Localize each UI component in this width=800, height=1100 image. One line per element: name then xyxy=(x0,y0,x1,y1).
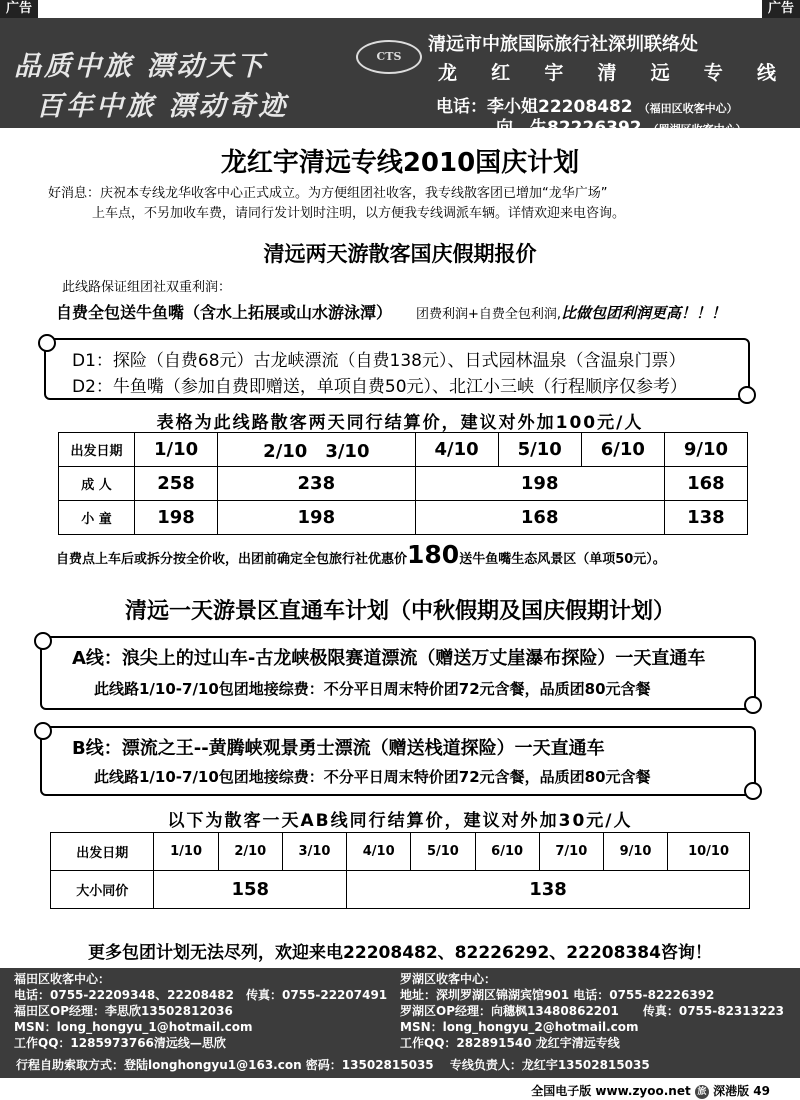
table-row xyxy=(59,501,748,535)
line-name-char: 红 xyxy=(491,62,511,84)
line-name-char: 线 xyxy=(756,62,776,84)
price-cell: 238 xyxy=(218,467,415,501)
footer-line: 工作QQ：1285973766清远线—思欣 xyxy=(14,1036,226,1050)
date-label-cell: 出发日期 xyxy=(59,433,135,467)
line-name xyxy=(438,58,776,85)
two-day-table-caption: 表格为此线路散客两天同行结算价，建议对外加100元/人 xyxy=(156,413,644,433)
table-row xyxy=(51,871,750,909)
route-b-title: B线：漂流之王--黄腾峡观景勇士漂流（赠送栈道探险）一天直通车 xyxy=(72,738,605,759)
news-announcement xyxy=(48,184,768,224)
date-cell: 7/10 xyxy=(539,833,603,871)
date-cell: 4/10 xyxy=(347,833,411,871)
edition-label: 深港版 xyxy=(713,1084,750,1098)
profit-guarantee: 此线路保证组团社双重利润： xyxy=(62,280,232,295)
section-1-title: 清远两天游散客国庆假期报价 xyxy=(263,242,537,266)
route-a-scroll xyxy=(40,636,756,710)
agency-logo xyxy=(356,40,422,74)
footer-line: 罗湖区收客中心： xyxy=(400,972,497,986)
contact-futian-phone: 电话：李小姐22208482 xyxy=(436,97,633,117)
date-cell: 9/10 xyxy=(664,433,747,467)
date-label-cell: 出发日期 xyxy=(51,833,154,871)
date-cell: 6/10 xyxy=(475,833,539,871)
price-cell: 138 xyxy=(664,501,747,535)
more-info-hotline: 更多包团计划无法尽列，欢迎来电22208482、82226292、22208384咨询！ xyxy=(88,943,712,963)
price-cell: 158 xyxy=(154,871,347,909)
selfpay-note xyxy=(416,302,726,323)
contact-luohu xyxy=(496,113,747,138)
date-cell: 5/10 xyxy=(411,833,475,871)
footer-line: 福田区OP经理：李思欣13502812036 xyxy=(14,1004,233,1018)
news-line-1: 好消息：庆祝本专线龙华收客中心正式成立。为方便组团社收客，我专线散客团已增加“龙华广场” xyxy=(48,186,608,201)
date-cell: 3/10 xyxy=(282,833,346,871)
price-cell: 168 xyxy=(664,467,747,501)
page-title: 龙红宇清远专线2010国庆计划 xyxy=(220,148,580,178)
footer-contacts xyxy=(0,968,800,1078)
table-row xyxy=(59,433,748,467)
agency-name: 清远市中旅国际旅行社深圳联络处 xyxy=(428,34,698,55)
selfpay-offer: 自费全包送牛鱼嘴（含水上拓展或山水游泳潭） xyxy=(56,303,393,322)
line-name-char: 专 xyxy=(703,62,723,84)
date-cell: 5/10 xyxy=(498,433,581,467)
itinerary-day-1: D1：探险（自费68元）古龙峡漂流（自费138元）、日式园林温泉（含温泉门票） xyxy=(72,351,686,371)
itinerary-scroll xyxy=(44,338,750,400)
line-name-char: 远 xyxy=(650,62,670,84)
route-a-title: A线：浪尖上的过山车-古龙峡极限赛道漂流（赠送万丈崖瀑布探险）一天直通车 xyxy=(72,648,706,669)
ad-label-right: 广告 xyxy=(762,0,800,18)
footer-line: MSN：long_hongyu_1@hotmail.com xyxy=(14,1020,253,1034)
contact-luohu-phone: 向 生82226392 xyxy=(496,118,642,138)
price-cell: 138 xyxy=(347,871,750,909)
table-row xyxy=(51,833,750,871)
date-cell: 1/10 xyxy=(154,833,218,871)
selfpay-note-emphasis: 比做包团利润更高！！！ xyxy=(561,304,727,322)
date-cell: 2/10 xyxy=(218,833,282,871)
page-footer xyxy=(531,1082,770,1099)
date-cell: 9/10 xyxy=(603,833,667,871)
itinerary-day-2: D2：牛鱼嘴（参加自费即赠送，单项自费50元）、北江小三峡（行程顺序仅参考） xyxy=(72,377,688,397)
footer-line: 福田区收客中心： xyxy=(14,972,111,986)
line-name-char: 龙 xyxy=(438,62,458,84)
contact-luohu-note: （罗湖区收客中心） xyxy=(647,123,747,136)
news-line-2: 上车点，不另加收车费，请同行发计划时注明，以方便我专线调派车辆。详情欢迎来电咨询。 xyxy=(92,206,626,221)
one-day-table-caption: 以下为散客一天AB线同行结算价，建议对外加30元/人 xyxy=(167,811,633,831)
footer-line: 电话：0755-22209348、22208482 传真：0755-22207491 xyxy=(14,988,388,1002)
two-day-price-table xyxy=(58,432,748,535)
footer-self-service: 行程自助索取方式：登陆longhongyu1@163.con 密码：13502815035 专线负责人：龙红宇13502815035 xyxy=(16,1058,650,1072)
selfpay-note-text: 团费利润+自费全包利润, xyxy=(416,307,562,322)
price-cell: 168 xyxy=(415,501,664,535)
adult-label-cell: 成 人 xyxy=(59,467,135,501)
slogan-block xyxy=(10,38,360,122)
price-cell: 198 xyxy=(135,501,218,535)
price-label-cell: 大小同价 xyxy=(51,871,154,909)
header-banner xyxy=(0,18,800,138)
child-label-cell: 小 童 xyxy=(59,501,135,535)
date-cell: 2/10 3/10 xyxy=(218,433,415,467)
date-cell: 4/10 xyxy=(415,433,498,467)
logo-text: CTS xyxy=(376,50,402,63)
route-b-price: 此线路1/10-7/10包团地接综费：不分平日周末特价团72元含餐，品质团80元含餐 xyxy=(94,768,651,786)
one-day-price-table xyxy=(50,832,750,909)
date-cell: 1/10 xyxy=(135,433,218,467)
travel-badge-icon: 旅 xyxy=(695,1085,709,1099)
slogan-line-2: 百年中旅 漂动奇迹 xyxy=(36,91,289,122)
package-price: 180 xyxy=(407,540,460,569)
package-price-note xyxy=(56,540,666,569)
page-number: 49 xyxy=(753,1084,770,1098)
footer-luohu xyxy=(400,971,784,1051)
footer-futian xyxy=(14,971,387,1051)
line-name-char: 清 xyxy=(597,62,617,84)
package-note-suffix: 送牛鱼嘴生态风景区（单项50元）。 xyxy=(459,552,666,567)
slogan-line-1: 品质中旅 漂动天下 xyxy=(14,51,267,82)
site-url: 全国电子版 www.zyoo.net xyxy=(531,1084,691,1098)
contact-futian-note: （福田区收客中心） xyxy=(638,102,738,115)
package-note-prefix: 自费点上车后或拆分按全价收，出团前确定全包旅行社优惠价 xyxy=(56,552,408,567)
price-cell: 198 xyxy=(415,467,664,501)
ad-label-left: 广告 xyxy=(0,0,38,18)
price-cell: 198 xyxy=(218,501,415,535)
footer-line: 地址：深圳罗湖区锦湖宾馆901 电话：0755-82226392 xyxy=(400,988,715,1002)
price-cell: 258 xyxy=(135,467,218,501)
route-a-price: 此线路1/10-7/10包团地接综费：不分平日周末特价团72元含餐，品质团80元含餐 xyxy=(94,680,651,698)
section-2-title: 清远一天游景区直通车计划（中秋假期及国庆假期计划） xyxy=(124,599,675,624)
route-b-scroll xyxy=(40,726,756,796)
footer-line: 工作QQ：282891540 龙红宇清远专线 xyxy=(400,1036,620,1050)
date-cell: 10/10 xyxy=(668,833,750,871)
footer-line: 罗湖区OP经理：向穗枫13480862201 传真：0755-82313223 xyxy=(400,1004,785,1018)
footer-line: MSN：long_hongyu_2@hotmail.com xyxy=(400,1020,639,1034)
table-row xyxy=(59,467,748,501)
line-name-char: 宇 xyxy=(544,62,564,84)
date-cell: 6/10 xyxy=(581,433,664,467)
